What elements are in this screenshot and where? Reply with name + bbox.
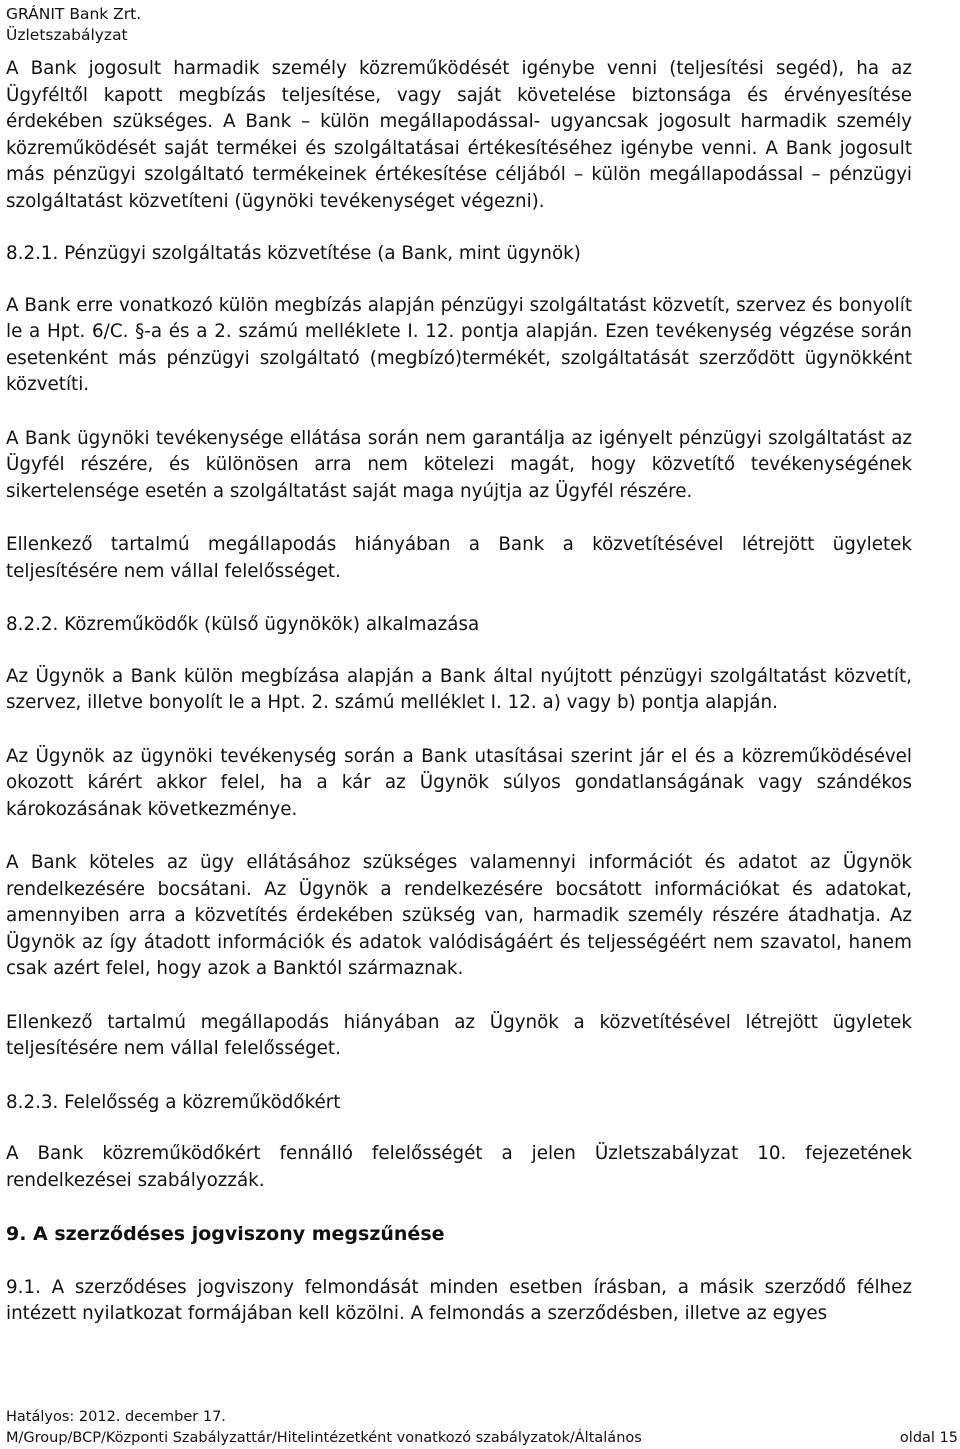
- heading-8-2-3: 8.2.3. Felelősség a közreműködőkért: [6, 1091, 341, 1113]
- paragraph-termination: 9.1. A szerződéses jogviszony felmondását minden esetben írásban, a másik szerződő félhez intézett nyilatkozat formájában kell közölni. A felmondás a szerződésben, illetve az egyes: [6, 1276, 912, 1324]
- effective-date: Hatályos: 2012. december 17.: [6, 1409, 226, 1425]
- heading-8-2-2: 8.2.2. Közreműködők (külső ügynökök) alkalmazása: [6, 614, 480, 635]
- document-path: M/Group/BCP/Központi Szabályzattár/Hitelintézetként vonatkozó szabályzatok/Általános: [6, 1430, 642, 1446]
- paragraph-third-party: A Bank jogosult harmadik személy közreműködését igénybe venni (teljesítési segéd), ha az Ügyféltől kapott megbízás teljesítése, vagy saját követelése biztonsága és érvényesítése érdekében szükséges. A Bank – külön megállapodással- ugyancsak jogosult harmadik személy közreműködését saját termékei és szolgáltatásai értékesítéséhez igénybe venni. A Bank jogosult más pénzügyi szolgáltató termékeinek értékesítése céljából – külön megállapodással – pénzügyi szolgáltatást közvetíteni (ügynöki tevékenységet végezni).: [6, 58, 912, 212]
- document-body: [6, 56, 912, 1328]
- paragraph-responsibility: A Bank közreműködőkért fennálló felelősségét a jelen Üzletszabályzat 10. fejezetének rendelkezései szabályozzák.: [6, 1143, 912, 1191]
- heading-section-9: 9. A szerződéses jogviszony megszűnése: [6, 1223, 445, 1245]
- page-number: oldal 15: [899, 1430, 958, 1446]
- paragraph-intermediation: A Bank erre vonatkozó külön megbízás alapján pénzügyi szolgáltatást közvetít, szervez és bonyolít le a Hpt. 6/C. §-a és a 2. számú melléklete I. 12. pontja alapján. Ezen tevékenység végzése során esetenként más pénzügyi szolgáltató (megbízó)termékét, szolgáltatását szerződött ügynökként közvetíti.: [6, 294, 912, 395]
- page-footer: [6, 1407, 958, 1449]
- paragraph-agent-mandate: Az Ügynök a Bank külön megbízása alapján a Bank által nyújtott pénzügyi szolgáltatást közvetít, szervez, illetve bonyolít le a Hpt. 2. számú melléklet I. 12. a) vagy b) pontja alapján.: [6, 665, 912, 713]
- paragraph-no-liability-bank: Ellenkező tartalmú megállapodás hiányában a Bank a közvetítésével létrejött ügyletek teljesítésére nem vállal felelősséget.: [6, 534, 912, 582]
- paragraph-no-liability-agent: Ellenkező tartalmú megállapodás hiányában az Ügynök a közvetítésével létrejött ügyletek teljesítésére nem vállal felelősséget.: [6, 1011, 912, 1059]
- page-header: [6, 4, 141, 46]
- company-name: GRÁNIT Bank Zrt.: [6, 5, 142, 23]
- heading-8-2-1: 8.2.1. Pénzügyi szolgáltatás közvetítése (a Bank, mint ügynök): [6, 243, 581, 264]
- paragraph-agent-liability: Az Ügynök az ügynöki tevékenység során a Bank utasításai szerint jár el és a közreműködésével okozott kárért akkor felel, ha a kár az Ügynök súlyos gondatlanságának vagy szándékos károkozásának következménye.: [6, 745, 912, 820]
- paragraph-no-guarantee: A Bank ügynöki tevékenysége ellátása során nem garantálja az igényelt pénzügyi szolgáltatást az Ügyfél részére, és különösen arra nem kötelezi magát, hogy közvetítő tevékenységének sikertelensége esetén a szolgáltatást saját maga nyújtja az Ügyfél részére.: [6, 427, 912, 502]
- paragraph-information-sharing: A Bank köteles az ügy ellátásához szükséges valamennyi információt és adatot az Ügynök rendelkezésére bocsátani. Az Ügynök a rendelkezésére bocsátott információkat és adatokat, amennyiben arra a közvetítés érdekében szükség van, harmadik személy részére átadhatja. Az Ügynök az így átadott információk és adatok valódiságáért és teljességéért nem szavatol, hanem csak azért felel, hogy azok a Banktól származnak.: [6, 852, 912, 979]
- document-title: Üzletszabályzat: [6, 26, 128, 44]
